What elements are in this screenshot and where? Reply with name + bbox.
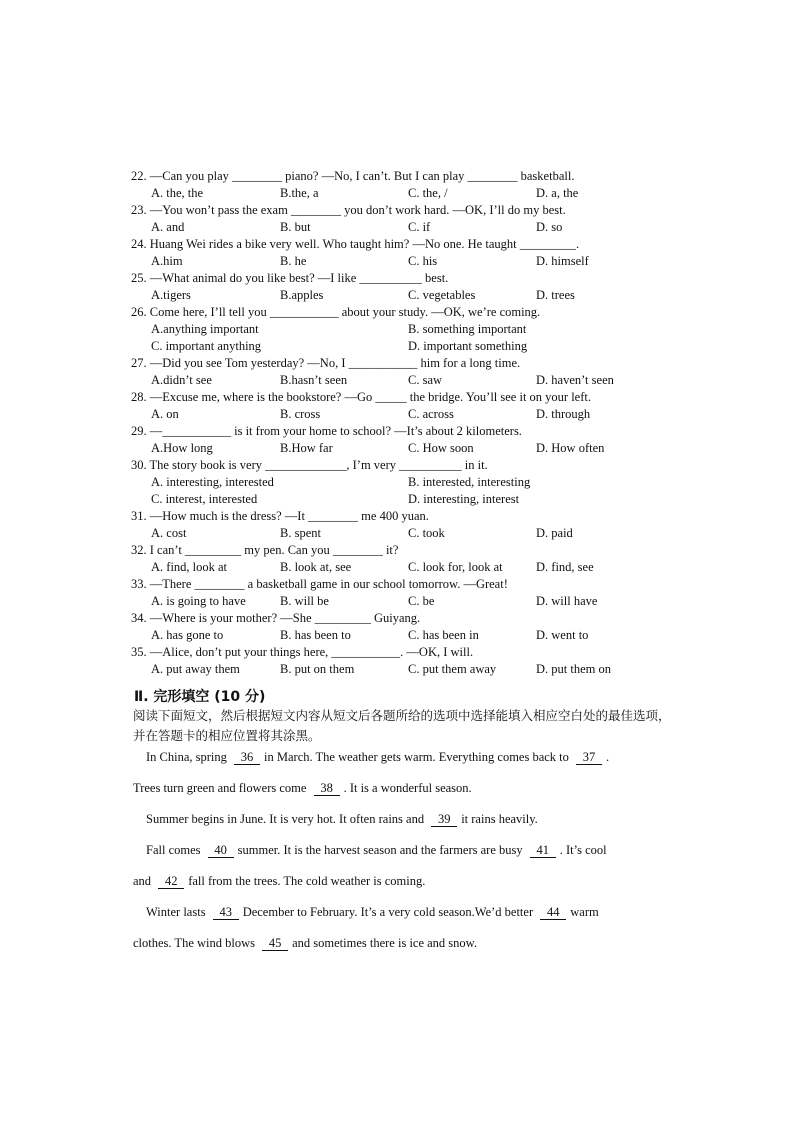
blank-37: 37 [576,750,602,765]
passage-text: Fall comes [146,843,201,857]
options-row [151,525,671,542]
option-b: B. spent [280,526,321,540]
option-b: B. has been to [280,628,351,642]
option-b: B. but [280,220,311,234]
option-b: B.hasn’t seen [280,373,348,387]
option-c: C. How soon [408,441,474,455]
option-d: D. find, see [536,560,594,574]
question-item [131,236,671,270]
options-row [151,661,671,678]
option-a: A. on [151,407,179,421]
passage-text: and [133,874,152,888]
option-d: D. himself [536,254,589,268]
option-c: C. across [408,407,454,421]
passage-text: clothes. The wind blows [133,936,255,950]
passage-line [133,804,673,835]
question-item [131,304,671,355]
options-row [151,185,671,202]
options-row [151,253,671,270]
option-b: B. interested, interesting [408,475,531,489]
option-a: A. cost [151,526,187,540]
option-a: A. is going to have [151,594,246,608]
question-item [131,610,671,644]
question-item [131,168,671,202]
options-row [151,406,671,423]
question-item [131,508,671,542]
options-row [151,287,671,304]
option-a: A.How long [151,441,213,455]
passage-line [133,928,673,959]
option-c: C. the, / [408,186,448,200]
option-d: D. went to [536,628,589,642]
passage-line [133,835,673,866]
passage-text: Trees turn green and flowers come [133,781,307,795]
question-item [131,576,671,610]
section-title: Ⅱ. 完形填空 (10 分) [134,689,266,705]
question-stem: 26. Come here, I’ll tell you ___________ about your study. —OK, we’re coming. [131,305,541,319]
option-b: B. he [280,254,307,268]
question-stem: 24. Huang Wei rides a bike very well. Who taught him? —No one. He taught _________. [131,237,580,251]
option-a: A.him [151,254,183,268]
passage-text: and sometimes there is ice and snow. [292,936,478,950]
passage-text: . It is a wonderful season. [343,781,472,795]
passage-line [133,773,673,804]
question-item [131,202,671,236]
passage-text: fall from the trees. The cold weather is coming. [188,874,426,888]
question-stem: 30. The story book is very _____________, I’m very __________ in it. [131,458,488,472]
option-c: C. interest, interested [151,492,258,506]
options-row [151,491,671,508]
option-c: C. important anything [151,339,262,353]
question-stem: 29. —___________ is it from your home to school? —It’s about 2 kilometers. [131,424,522,438]
blank-43: 43 [213,905,239,920]
options-row [151,219,671,236]
question-item [131,423,671,457]
options-row [151,559,671,576]
blank-41: 41 [530,843,556,858]
option-a: A.tigers [151,288,191,302]
option-b: B. cross [280,407,321,421]
option-b: B. something important [408,322,527,336]
option-d: D. important something [408,339,528,353]
option-c: C. look for, look at [408,560,503,574]
option-a: A. interesting, interested [151,475,274,489]
question-stem: 32. I can’t _________ my pen. Can you ________ it? [131,543,399,557]
question-item [131,270,671,304]
question-stem: 23. —You won’t pass the exam ________ you don’t work hard. —OK, I’ll do my best. [131,203,566,217]
question-item [131,542,671,576]
option-c: C. put them away [408,662,497,676]
option-d: D. so [536,220,563,234]
passage-text: Winter lasts [146,905,206,919]
options-row [151,321,671,338]
option-c: C. saw [408,373,443,387]
option-a: A.didn’t see [151,373,212,387]
blank-36: 36 [234,750,260,765]
passage-text: Summer begins in June. It is very hot. It often rains and [146,812,425,826]
option-a: A. has gone to [151,628,224,642]
option-c: C. be [408,594,435,608]
option-b: B.How far [280,441,333,455]
options-row [151,627,671,644]
option-d: D. paid [536,526,573,540]
question-item [131,457,671,508]
question-stem: 34. —Where is your mother? —She _________ Guiyang. [131,611,421,625]
question-stem: 35. —Alice, don’t put your things here, ___________. —OK, I will. [131,645,474,659]
passage-text: it rains heavily. [461,812,538,826]
passage-text: . [606,750,610,764]
options-row [151,372,671,389]
passage-text: summer. It is the harvest season and the farmers are busy [237,843,523,857]
blank-39: 39 [431,812,457,827]
blank-42: 42 [158,874,184,889]
options-row [151,474,671,491]
question-item [131,355,671,389]
option-a: A. put away them [151,662,240,676]
option-d: D. put them on [536,662,611,676]
passage-text: . It’s cool [559,843,607,857]
passage-line [133,742,673,773]
blank-44: 44 [540,905,566,920]
option-c: C. has been in [408,628,479,642]
option-b: B. will be [280,594,329,608]
passage-text: In China, spring [146,750,227,764]
option-b: B.apples [280,288,324,302]
question-stem: 31. —How much is the dress? —It ________ me 400 yuan. [131,509,429,523]
section-instruction: 阅读下面短文，然后根据短文内容从短文后各题所给的选项中选择能填入相应空白处的最佳选项，并在答题卡的相应位置将其涂黑。 [133,708,671,743]
question-stem: 22. —Can you play ________ piano? —No, I can’t. But I can play ________ basketball. [131,169,575,183]
question-stem: 33. —There ________ a basketball game in our school tomorrow. —Great! [131,577,508,591]
passage-text: December to February. It’s a very cold season.We’d better [242,905,534,919]
question-stem: 27. —Did you see Tom yesterday? —No, I ___________ him for a long time. [131,356,521,370]
option-d: D. trees [536,288,575,302]
passage-line [133,897,673,928]
question-stem: 28. —Excuse me, where is the bookstore? —Go _____ the bridge. You’ll see it on your left. [131,390,591,404]
passage-text: warm [570,905,599,919]
passage-text: in March. The weather gets warm. Everything comes back to [264,750,569,764]
question-item [131,644,671,678]
option-c: C. took [408,526,445,540]
option-c: C. vegetables [408,288,476,302]
options-row [151,440,671,457]
option-a: A.anything important [151,322,259,336]
option-b: B. put on them [280,662,355,676]
option-d: D. through [536,407,591,421]
option-b: B.the, a [280,186,319,200]
option-a: A. find, look at [151,560,228,574]
question-stem: 25. —What animal do you like best? —I like __________ best. [131,271,449,285]
option-c: C. if [408,220,431,234]
question-item [131,389,671,423]
option-d: D. haven’t seen [536,373,614,387]
option-d: D. How often [536,441,605,455]
blank-40: 40 [208,843,234,858]
options-row [151,338,671,355]
option-d: D. interesting, interest [408,492,520,506]
option-a: A. and [151,220,185,234]
options-row [151,593,671,610]
blank-45: 45 [262,936,288,951]
blank-38: 38 [314,781,340,796]
option-c: C. his [408,254,438,268]
option-d: D. a, the [536,186,579,200]
passage-line [133,866,673,897]
option-b: B. look at, see [280,560,352,574]
option-a: A. the, the [151,186,204,200]
option-d: D. will have [536,594,598,608]
